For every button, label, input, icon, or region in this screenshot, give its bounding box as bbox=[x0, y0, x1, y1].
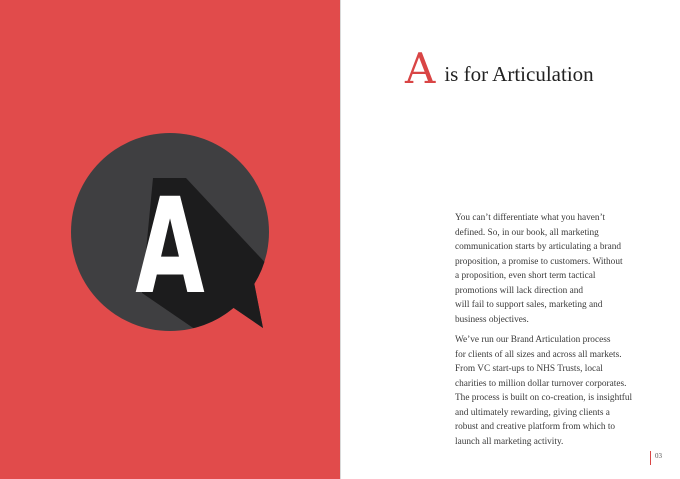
title-drop-letter: A bbox=[405, 44, 436, 93]
text-line: communication starts by articulating a brand bbox=[455, 242, 622, 252]
text-line: business objectives. bbox=[455, 314, 529, 325]
text-line: charities to million dollar turnover corporates. bbox=[455, 378, 627, 389]
text-line: proposition, a promise to customers. Without bbox=[455, 256, 623, 267]
text-line: a proposition, even short term tactical bbox=[455, 271, 596, 281]
text-line: launch all marketing activity. bbox=[455, 436, 564, 447]
page-number-rule bbox=[650, 451, 651, 465]
text-line: and ultimately rewarding, giving clients a bbox=[455, 407, 610, 418]
page-title bbox=[405, 44, 594, 93]
page-number: 03 bbox=[655, 452, 662, 460]
text-line: defined. So, in our book, all marketing bbox=[455, 227, 599, 238]
text-line: robust and creative platform from which to bbox=[455, 422, 616, 432]
text-line: From VC start-ups to NHS Trusts, local bbox=[455, 364, 603, 374]
body-copy bbox=[455, 211, 645, 449]
paragraph-1 bbox=[455, 211, 645, 327]
text-line: will fail to support sales, marketing and bbox=[455, 300, 603, 310]
title-text: is for Articulation bbox=[444, 62, 594, 86]
text-line: We’ve run our Brand Articulation process bbox=[455, 335, 611, 345]
paragraph-2 bbox=[455, 333, 645, 449]
text-line: promotions will lack direction and bbox=[455, 285, 584, 296]
bubble-letter: A bbox=[135, 169, 205, 324]
text-line: for clients of all sizes and across all markets. bbox=[455, 349, 622, 360]
text-line: The process is built on co-creation, is insightful bbox=[455, 393, 633, 403]
text-line: You can’t differentiate what you haven’t bbox=[455, 213, 606, 223]
